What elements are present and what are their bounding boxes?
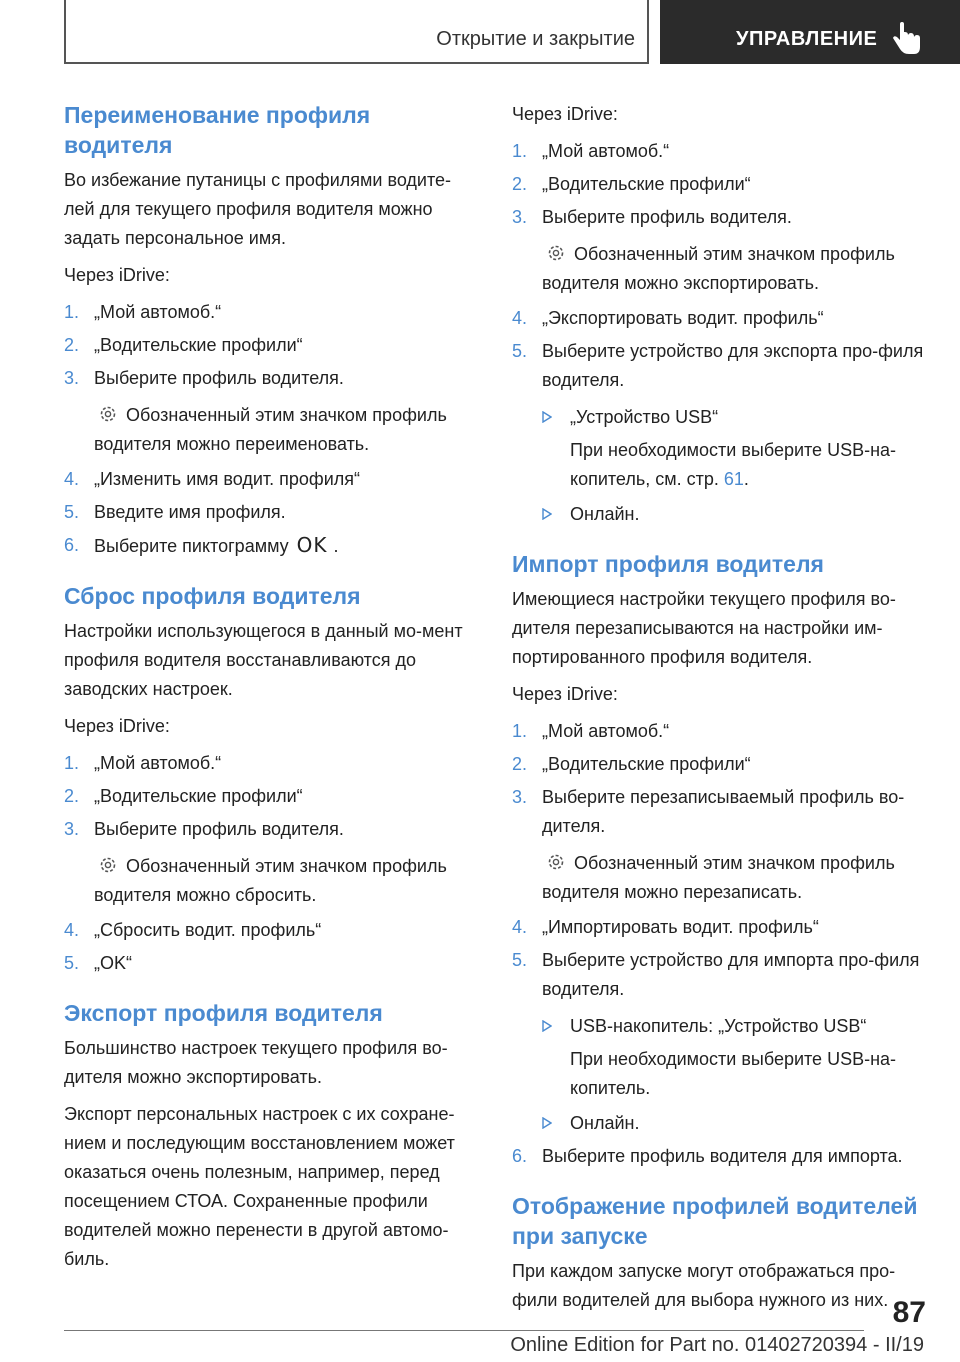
list-item: USB-накопитель: „Устройство USB“ xyxy=(542,1012,932,1041)
export-para-1: Большинство настроек текущего профиля во-дителя можно экспортировать. xyxy=(64,1038,448,1087)
gear-icon xyxy=(546,243,566,263)
gear-icon xyxy=(546,852,566,872)
list-item: 1. „Мой автомоб.“ xyxy=(64,753,222,773)
list-item: 3. Выберите профиль водителя. xyxy=(512,207,792,227)
reset-steps xyxy=(64,749,479,844)
list-item: 6. Выберите профиль водителя для импорта. xyxy=(512,1146,903,1166)
footer-edition: Online Edition for Part no. 01402720394 - II/19 xyxy=(510,1334,924,1356)
left-column xyxy=(64,100,479,1282)
rename-heading: Переименование профиля водителя xyxy=(64,102,371,158)
import-usb-note: При необходимости выберите USB-на-копитель. xyxy=(570,1049,897,1098)
list-item: 1. „Мой автомоб.“ xyxy=(512,141,670,161)
export-heading: Экспорт профиля водителя xyxy=(64,1000,383,1026)
reset-via: Через iDrive: xyxy=(64,716,170,736)
list-item: Онлайн. xyxy=(542,1109,932,1138)
list-item: „Устройство USB“ xyxy=(542,403,932,432)
startup-heading: Отображение профилей водителей при запуске xyxy=(512,1193,918,1249)
import-intro: Имеющиеся настройки текущего профиля во-дителя перезаписываются на настройки им-портированного профиля водителя. xyxy=(512,589,896,667)
list-item: 2. „Водительские профили“ xyxy=(64,786,303,806)
list-item: 2. „Водительские профили“ xyxy=(512,174,751,194)
list-item: 5. „OK“ xyxy=(64,953,132,973)
import-heading: Импорт профиля водителя xyxy=(512,551,824,577)
list-item: 1. „Мой автомоб.“ xyxy=(64,302,222,322)
header-section-title: Открытие и закрытие xyxy=(436,28,635,50)
list-item: 1. „Мой автомоб.“ xyxy=(512,721,670,741)
triangle-bullet-icon xyxy=(542,411,552,423)
header-chapter-title: УПРАВЛЕНИЕ xyxy=(736,28,878,50)
export-para-2: Экспорт персональных настроек с их сохране-нием и последующим восстановлением может оказаться очень полезным, например, перед посещением СТОА. Сохраненные профили водителей можно перенести в другой автомо-биль. xyxy=(64,1104,455,1269)
triangle-bullet-icon xyxy=(542,508,552,520)
import-note: Обозначенный этим значком профиль водителя можно перезаписать. xyxy=(542,853,895,902)
rename-via: Через iDrive: xyxy=(64,265,170,285)
ok-icon: OK xyxy=(296,533,328,557)
startup-intro: При каждом запуске могут отображаться про-фили водителей для выбора нужного из них. xyxy=(512,1261,896,1310)
reset-intro: Настройки использующегося в данный мо-мент профиля водителя восстанавливаются до заводских настроек. xyxy=(64,621,463,699)
import-steps-cont xyxy=(512,913,932,1004)
list-item: Онлайн. xyxy=(542,500,932,529)
list-item: 4. „Изменить имя водит. профиля“ xyxy=(64,469,361,489)
export-note: Обозначенный этим значком профиль водителя можно экспортировать. xyxy=(542,244,895,293)
import-device-options xyxy=(512,1012,932,1041)
page-link[interactable]: 61 xyxy=(723,469,744,489)
rename-intro: Во избежание путаницы с профилями водите-лей для текущего профиля водителя можно задать персональное имя. xyxy=(64,170,452,248)
list-item: 6. Выберите пиктограмму OK . xyxy=(64,531,479,561)
list-item: 4. „Импортировать водит. профиль“ xyxy=(512,917,819,937)
list-item: 2. „Водительские профили“ xyxy=(64,335,303,355)
rename-steps xyxy=(64,298,479,393)
export-device-options-2 xyxy=(512,500,932,529)
footer-divider xyxy=(64,1330,864,1331)
touch-hand-icon xyxy=(892,22,922,56)
reset-heading: Сброс профиля водителя xyxy=(64,583,361,609)
list-item: 4. „Экспортировать водит. профиль“ xyxy=(512,308,824,328)
reset-steps-cont xyxy=(64,916,479,978)
header-section-tab xyxy=(64,0,649,64)
export-steps xyxy=(512,137,932,232)
gear-icon xyxy=(98,404,118,424)
triangle-bullet-icon xyxy=(542,1020,552,1032)
reset-note: Обозначенный этим значком профиль водителя можно сбросить. xyxy=(94,856,447,905)
page-number: 87 xyxy=(892,1296,926,1329)
list-item: 5. Выберите устройство для экспорта про-филя водителя. xyxy=(512,341,924,390)
gear-icon xyxy=(98,855,118,875)
rename-note: Обозначенный этим значком профиль водителя можно переименовать. xyxy=(94,405,447,454)
export-steps-cont xyxy=(512,304,932,395)
import-via: Через iDrive: xyxy=(512,684,618,704)
list-item: 3. Выберите профиль водителя. xyxy=(64,819,344,839)
list-item: 5. Выберите устройство для импорта про-филя водителя. xyxy=(512,950,920,999)
list-item: 2. „Водительские профили“ xyxy=(512,754,751,774)
import-device-options-2 xyxy=(512,1109,932,1138)
rename-steps-cont xyxy=(64,465,479,561)
export-device-options xyxy=(512,403,932,432)
export-via: Через iDrive: xyxy=(512,104,618,124)
export-usb-note: При необходимости выберите USB-на-копитель, см. стр. 61. xyxy=(570,440,897,489)
import-steps xyxy=(512,717,932,841)
list-item: 4. „Сбросить водит. профиль“ xyxy=(64,920,322,940)
right-column xyxy=(512,100,932,1323)
list-item: 3. Выберите профиль водителя. xyxy=(64,368,344,388)
header-chapter-tab xyxy=(660,0,960,64)
list-item: 5. Введите имя профиля. xyxy=(64,502,286,522)
list-item: 3. Выберите перезаписываемый профиль во-дителя. xyxy=(512,787,905,836)
import-steps-final xyxy=(512,1142,932,1171)
triangle-bullet-icon xyxy=(542,1117,552,1129)
